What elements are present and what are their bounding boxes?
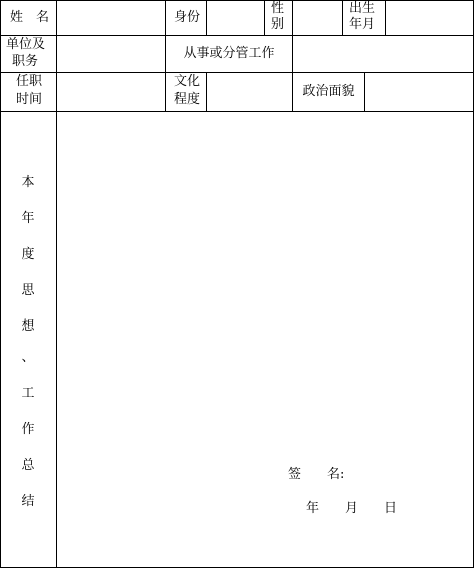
summary-char: 度 (21, 247, 35, 262)
summary-text-area[interactable] (57, 112, 473, 452)
summary-char: 年 (21, 211, 35, 226)
gender-label-line1: 性 (271, 1, 285, 16)
unit-field[interactable] (57, 36, 165, 72)
summary-char: 工 (21, 386, 35, 401)
birth-label-line1: 出生 (349, 1, 376, 16)
unit-label-line2: 职务 (12, 54, 39, 69)
col-divider-id-value (264, 0, 265, 35)
political-label: 政治面貌 (302, 84, 355, 99)
summary-char: 思 (21, 283, 35, 298)
tenure-label-line2: 时间 (16, 92, 43, 107)
unit-label-line1: 单位及 (6, 37, 46, 52)
responsibility-field[interactable] (293, 36, 473, 72)
birth-label-line2: 年月 (349, 17, 376, 32)
education-label-line1: 文化 (174, 74, 201, 89)
political-field[interactable] (365, 73, 473, 111)
summary-char: 作 (21, 422, 35, 437)
col-divider-gender-value (342, 0, 343, 35)
name-field[interactable] (57, 1, 165, 35)
education-label-line2: 程度 (174, 92, 201, 107)
date-label: 年 月 日 (306, 501, 398, 516)
id-label: 身份 (174, 10, 201, 25)
summary-title (0, 0, 56, 568)
gender-field[interactable] (293, 1, 342, 35)
responsibility-label: 从事或分管工作 (183, 46, 275, 61)
tenure-field[interactable] (57, 73, 165, 111)
signature-label: 签 名: (288, 467, 345, 482)
id-field[interactable] (207, 1, 264, 35)
summary-char: 想 (21, 319, 35, 334)
summary-char: 、 (21, 350, 35, 365)
education-field[interactable] (207, 73, 292, 111)
summary-char: 本 (21, 175, 35, 190)
tenure-label-line1: 任职 (16, 74, 43, 89)
gender-label-line2: 别 (271, 17, 285, 32)
summary-char: 结 (21, 494, 35, 509)
birth-field[interactable] (386, 1, 473, 35)
name-label: 姓 名 (10, 10, 50, 25)
summary-char: 总 (21, 458, 35, 473)
